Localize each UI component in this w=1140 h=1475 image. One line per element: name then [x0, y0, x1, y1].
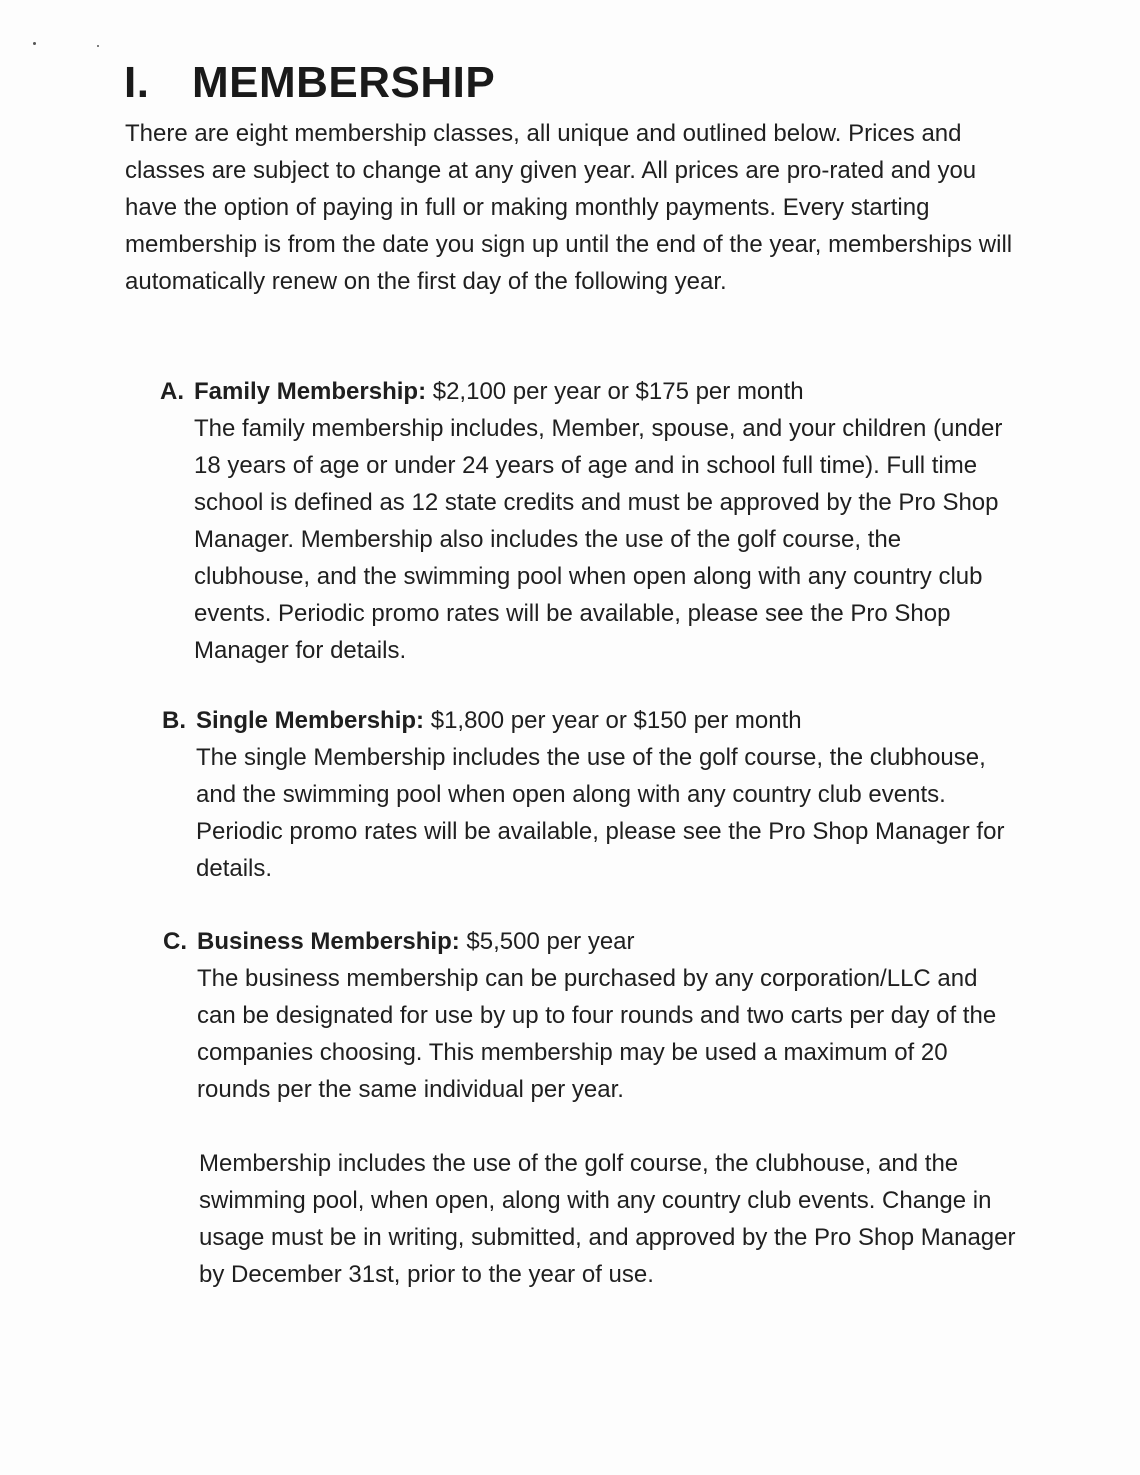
membership-description: The business membership can be purchased by any corporation/LLC and can be designated for use by up to four rounds and two carts per day of the companies choosing. This membership may be used a maximum of 20 rounds per the same individual per year.	[197, 965, 997, 1103]
membership-price: $2,100 per year or $175 per month	[426, 378, 804, 405]
section-letter: A.	[160, 378, 184, 405]
membership-description: The family membership includes, Member, spouse, and your children (under 18 years of age or under 24 years of age and in school full time). Full time school is defined as 12 state credits and must be approved by the Pro Shop Manager. Membership also includes the use of the golf course, the clubhouse, and the swimming pool when open along with any country club events. Periodic promo rates will be available, please see the Pro Shop Manager for details.	[194, 415, 1003, 664]
section-heading	[163, 923, 993, 960]
family-membership-section	[160, 373, 1003, 669]
section-number: I.	[124, 58, 150, 107]
membership-description: The single Membership includes the use of the golf course, the clubhouse, and the swimming pool when open along with any country club events. Periodic promo rates will be available, please see the Pro Shop Manager for details.	[196, 744, 1005, 882]
page-title	[124, 58, 495, 108]
scan-speck	[97, 45, 99, 47]
membership-price: $1,800 per year or $150 per month	[424, 707, 802, 734]
membership-name: Single Membership:	[196, 707, 425, 734]
section-title: MEMBERSHIP	[192, 58, 496, 107]
membership-price: $5,500 per year	[459, 928, 635, 955]
section-heading	[162, 702, 992, 739]
section-heading	[160, 373, 990, 410]
business-membership-section	[163, 923, 1016, 1293]
membership-usage-description: Membership includes the use of the golf course, the clubhouse, and the swimming pool, when open, along with any country club events. Change in usage must be in writing, submitted, and approved by the Pro Shop Manager by December 31st, prior to the year of use.	[199, 1150, 1016, 1288]
intro-paragraph: There are eight membership classes, all unique and outlined below. Prices and classes are subject to change at any given year. All prices are pro-rated and you have the option of paying in full or making monthly payments. Every starting membership is from the date you sign up until the end of the year, memberships will automatically renew on the first day of the following year.	[125, 120, 1013, 295]
single-membership-section	[162, 702, 1005, 887]
membership-name: Business Membership:	[197, 928, 460, 955]
membership-name: Family Membership:	[194, 378, 427, 405]
scan-speck	[33, 42, 36, 45]
section-letter: B.	[162, 707, 186, 734]
section-letter: C.	[163, 928, 187, 955]
